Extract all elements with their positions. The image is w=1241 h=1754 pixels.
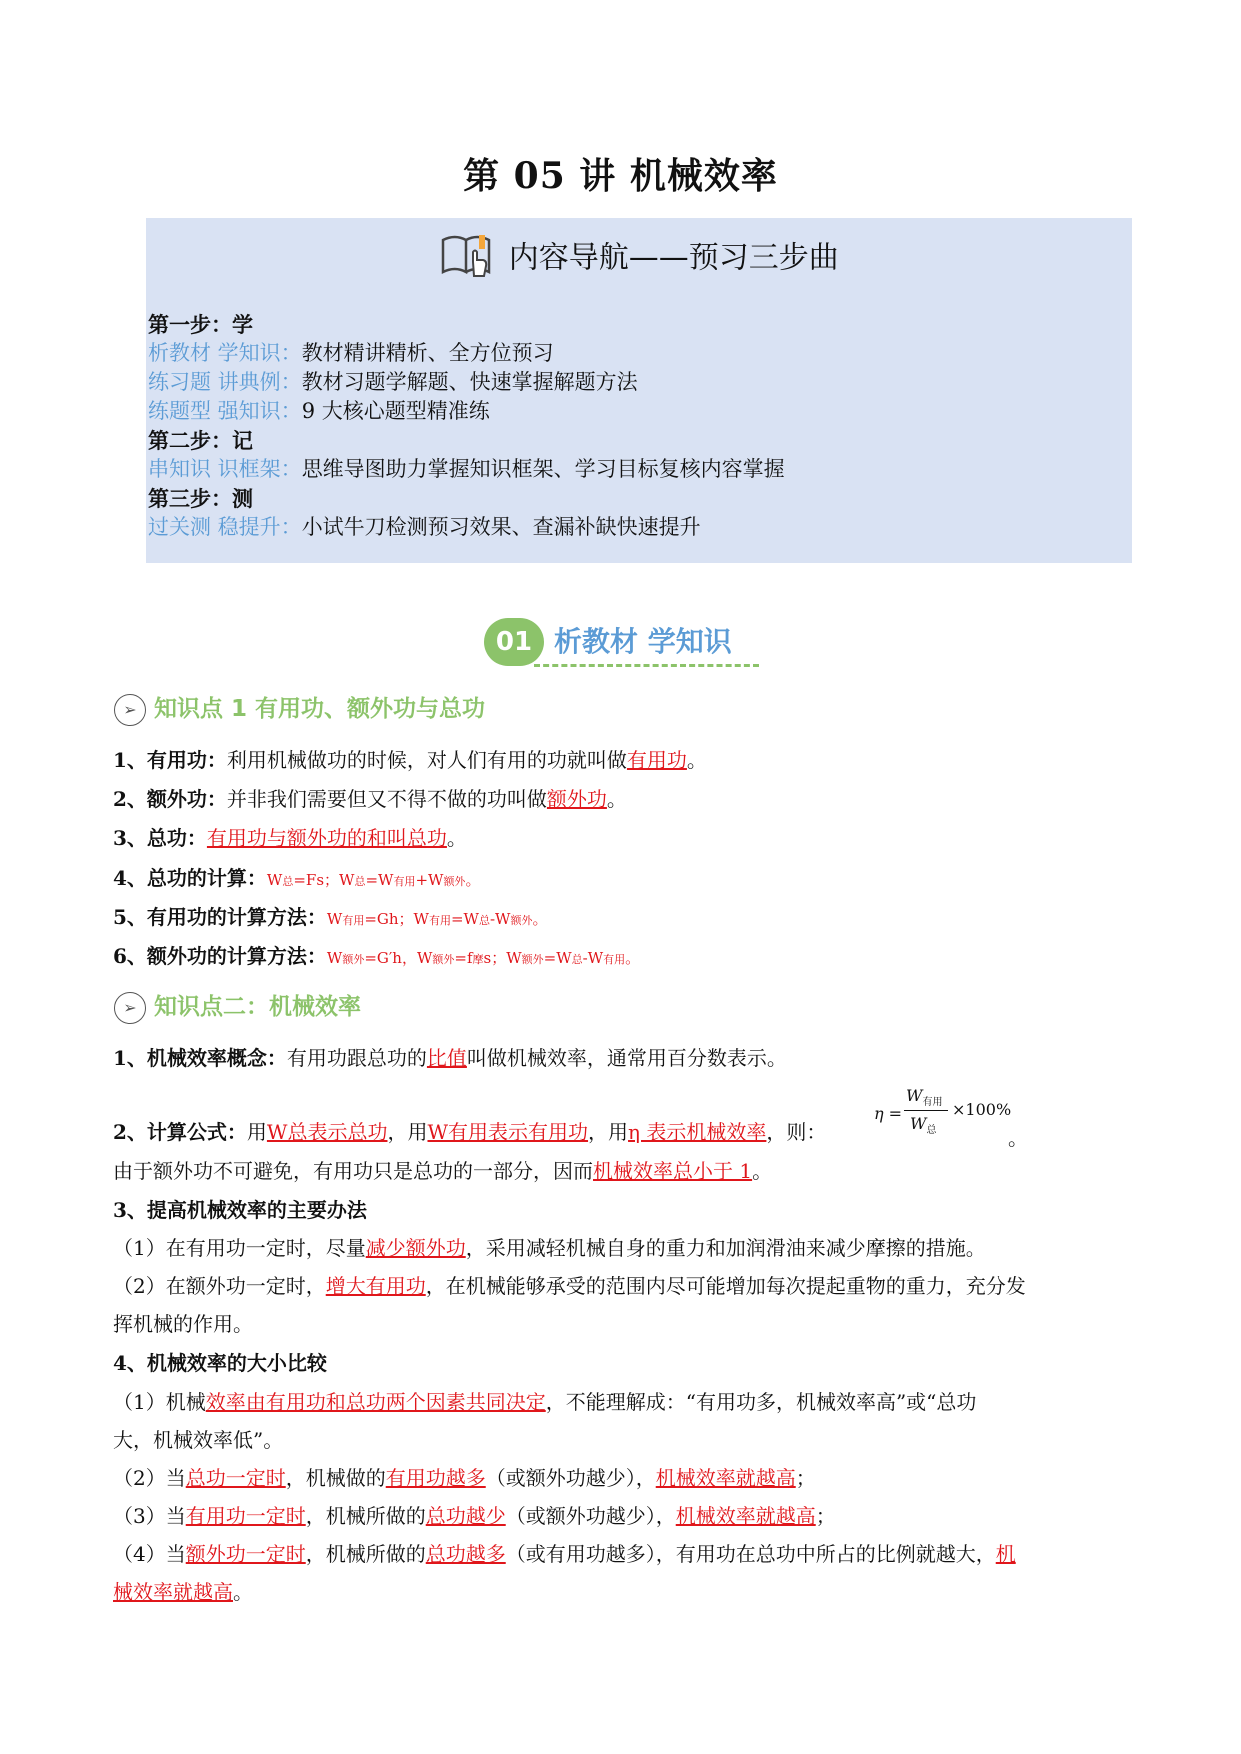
kp2-line-4: 4、机械效率的大小比较 <box>113 1351 327 1375</box>
nav-item-2: 练习题 讲典例：教材习题学解题、快速掌握解题方法 <box>148 370 638 394</box>
nav-item-3: 练题型 强知识：9 大核心题型精准练 <box>148 399 490 423</box>
total-work-formula: W总=Fs；W总=W有用+W额外。 <box>266 871 481 889</box>
step-3: 第三步：测 <box>148 486 253 511</box>
kp2-line-1: 1、机械效率概念：有用功跟总功的比值叫做机械效率，通常用百分数表示。 <box>113 1046 787 1070</box>
kp1-line-3: 3、总功：有用功与额外功的和叫总功。 <box>113 826 467 850</box>
section-label: 析教材 学知识 <box>554 625 732 658</box>
book-pointer-icon <box>439 232 495 286</box>
useful-work-formula: W有用=Gh；W有用=W总-W额外。 <box>326 910 548 928</box>
nav-steps <box>148 310 785 542</box>
nav-item-1: 析教材 学知识：教材精讲精析、全方位预习 <box>148 341 554 365</box>
kp2-line-4-1b: 大，机械效率低”。 <box>113 1428 284 1452</box>
kp2-line-4-1: （1）机械效率由有用功和总功两个因素共同决定，不能理解成：“有用功多，机械效率高”或“总功 <box>113 1390 977 1414</box>
kp1-line-2: 2、额外功：并非我们需要但又不得不做的功叫做额外功。 <box>113 787 627 811</box>
efficiency-formula: η = $W_{有用}$ $W_总$ ×100% <box>874 1086 1012 1137</box>
content-navigation-box <box>146 218 1132 563</box>
kp2-line-3-1: （1）在有用功一定时，尽量减少额外功，采用减轻机械自身的重力和加润滑油来减少摩擦的措施。 <box>113 1236 986 1260</box>
send-arrow-icon: ➢ <box>114 694 146 726</box>
kp1-line-5: 5、有用功的计算方法：W有用=Gh；W有用=W总-W额外。 <box>113 905 548 929</box>
kp2-line-4-3: （3）当有用功一定时，机械所做的总功越少（或额外功越少），机械效率就越高； <box>113 1504 836 1528</box>
nav-item-5: 过关测 稳提升：小试牛刀检测预习效果、查漏补缺快速提升 <box>148 515 701 539</box>
nav-heading <box>146 232 1132 286</box>
knowledge-point-1-title: ➢ 知识点 1 有用功、额外功与总功 <box>114 690 485 726</box>
kp2-line-3: 3、提高机械效率的主要办法 <box>113 1198 367 1222</box>
kp1-line-1: 1、有用功：利用机械做功的时候，对人们有用的功就叫做有用功。 <box>113 748 707 772</box>
kp2-line-2b: 由于额外功不可避免，有用功只是总功的一部分，因而机械效率总小于 1。 <box>113 1159 773 1183</box>
kp2-line-3-2b: 挥机械的作用。 <box>113 1312 253 1336</box>
nav-item-4: 串知识 识框架：思维导图助力掌握知识框架、学习目标复核内容掌握 <box>148 457 785 481</box>
kp1-line-6: 6、额外功的计算方法：W额外=G′h，W额外=f摩s；W额外=W总-W有用。 <box>113 944 641 968</box>
knowledge-point-2-title: ➢ 知识点二：机械效率 <box>114 988 361 1024</box>
kp2-line-4-4: （4）当额外功一定时，机械所做的总功越多（或有用功越多），有用功在总功中所占的比例就越大，机 <box>113 1542 1016 1566</box>
section-number: 01 <box>484 618 544 666</box>
extra-work-formula: W额外=G′h，W额外=f摩s；W额外=W总-W有用。 <box>326 949 641 967</box>
nav-heading-text: 内容导航——预习三步曲 <box>508 240 839 276</box>
kp2-line-4-4b: 械效率就越高。 <box>113 1580 253 1604</box>
kp1-line-4: 4、总功的计算：W总=Fs；W总=W有用+W额外。 <box>113 866 481 890</box>
formula-end: 。 <box>1008 1126 1028 1150</box>
send-arrow-icon: ➢ <box>114 992 146 1024</box>
page-title: 第 05 讲 机械效率 <box>463 155 778 197</box>
kp2-line-4-2: （2）当总功一定时，机械做的有用功越多（或额外功越少），机械效率就越高； <box>113 1466 816 1490</box>
step-2: 第二步：记 <box>148 428 253 453</box>
section-banner <box>484 614 764 674</box>
kp2-line-3-2: （2）在额外功一定时，增大有用功，在机械能够承受的范围内尽可能增加每次提起重物的重力，充分发 <box>113 1274 1026 1298</box>
kp2-line-2: 2、计算公式：用W总表示总功，用W有用表示有用功，用η 表示机械效率，则： <box>113 1120 827 1144</box>
section-underline <box>534 664 759 667</box>
step-1: 第一步：学 <box>148 312 253 337</box>
